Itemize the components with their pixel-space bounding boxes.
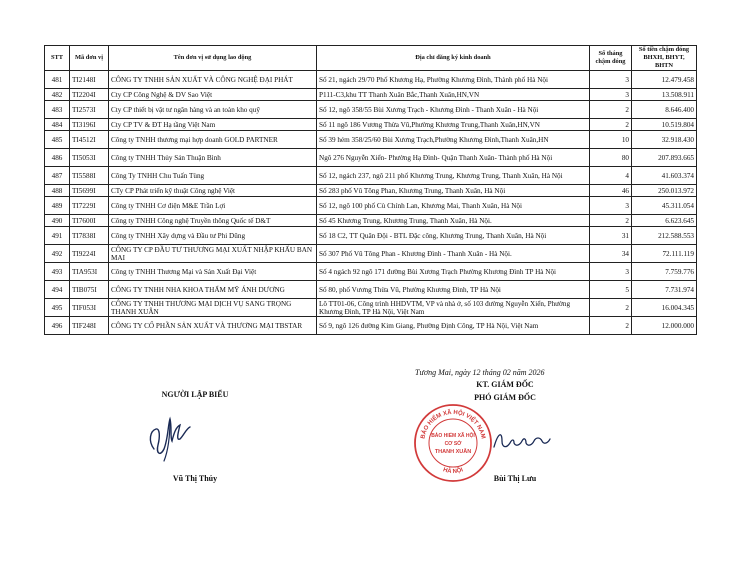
stamp-center-line3: THANH XUÂN bbox=[434, 449, 472, 455]
preparer-name: Vũ Thị Thúy bbox=[172, 474, 218, 483]
director-signature bbox=[490, 425, 552, 455]
cell-name: Cty CP TV & ĐT Hạ tầng Việt Nam bbox=[109, 119, 317, 131]
cell-code: TIF053I bbox=[70, 299, 109, 317]
cell-stt: 491 bbox=[45, 227, 70, 245]
cell-address: Số 45 Khương Trung, Khương Trung, Thanh Xuân, Hà Nội. bbox=[317, 215, 590, 227]
cell-amount: 41.603.374 bbox=[632, 167, 697, 185]
cell-code: TI7838I bbox=[70, 227, 109, 245]
table-row bbox=[45, 167, 697, 185]
cell-months: 2 bbox=[590, 119, 632, 131]
cell-code: TIB075I bbox=[70, 281, 109, 299]
cell-months: 3 bbox=[590, 71, 632, 89]
cell-amount: 6.623.645 bbox=[632, 215, 697, 227]
cell-amount: 16.004.345 bbox=[632, 299, 697, 317]
cell-stt: 492 bbox=[45, 245, 70, 263]
cell-code: TI3196I bbox=[70, 119, 109, 131]
table-row bbox=[45, 197, 697, 215]
cell-stt: 490 bbox=[45, 215, 70, 227]
cell-amount: 212.588.553 bbox=[632, 227, 697, 245]
cell-months: 3 bbox=[590, 89, 632, 101]
cell-name: CTy CP Phát triển kỹ thuật Công nghệ Việt bbox=[109, 185, 317, 197]
cell-code: TI7229I bbox=[70, 197, 109, 215]
cell-code: TI2148I bbox=[70, 71, 109, 89]
preparer-title: NGƯỜI LẬP BIỂU bbox=[161, 390, 229, 399]
cell-name: CÔNG TY TNHH THƯƠNG MẠI DỊCH VỤ SANG TRỌNG THANH XUÂN bbox=[109, 299, 317, 317]
cell-code: TI7600I bbox=[70, 215, 109, 227]
table-row bbox=[45, 119, 697, 131]
cell-stt: 486 bbox=[45, 149, 70, 167]
cell-name: Cty CP Công Nghệ & DV Sao Việt bbox=[109, 89, 317, 101]
cell-amount: 207.893.665 bbox=[632, 149, 697, 167]
header-address: Địa chỉ đăng ký kinh doanh bbox=[317, 46, 590, 71]
cell-code: TI2573I bbox=[70, 101, 109, 119]
cell-amount: 32.918.430 bbox=[632, 131, 697, 149]
cell-amount: 10.519.804 bbox=[632, 119, 697, 131]
cell-months: 46 bbox=[590, 185, 632, 197]
header-months bbox=[590, 46, 632, 71]
cell-address: Số 21, ngách 29/70 Phố Khương Hạ, Phường Khương Đình, Thành phố Hà Nội bbox=[317, 71, 590, 89]
cell-code: TI2204I bbox=[70, 89, 109, 101]
table-row bbox=[45, 131, 697, 149]
header-unit-name: Tên đơn vị sử dụng lao động bbox=[109, 46, 317, 71]
header-unit-code: Mã đơn vị bbox=[70, 46, 109, 71]
cell-name: Công ty TNHH Cơ điện M&E Trần Lợi bbox=[109, 197, 317, 215]
cell-code: TI5053I bbox=[70, 149, 109, 167]
table-row bbox=[45, 263, 697, 281]
cell-address: Số 18 C2, TT Quân Đội - BTL Đặc công, Khương Trung, Thanh Xuân, Hà Nội bbox=[317, 227, 590, 245]
cell-months: 2 bbox=[590, 101, 632, 119]
header-amount bbox=[632, 46, 697, 71]
table-row bbox=[45, 149, 697, 167]
cell-address: Số 307 Phố Vũ Tông Phan - Khương Đình - Thanh Xuân - Hà Nội. bbox=[317, 245, 590, 263]
stamp-center-line2: CƠ SỞ bbox=[444, 441, 462, 447]
table-row bbox=[45, 89, 697, 101]
cell-address: Số 11 ngõ 186 Vương Thừa Vũ,Phường Khương Trung,Thanh Xuân,HN,VN bbox=[317, 119, 590, 131]
cell-stt: 482 bbox=[45, 89, 70, 101]
cell-months: 31 bbox=[590, 227, 632, 245]
cell-amount: 7.731.974 bbox=[632, 281, 697, 299]
header-months-line2: chậm đóng bbox=[595, 58, 626, 65]
cell-months: 10 bbox=[590, 131, 632, 149]
cell-name: Công ty TNHH Xây dựng và Đầu tư Phi Dũng bbox=[109, 227, 317, 245]
cell-stt: 481 bbox=[45, 71, 70, 89]
director-title: KT. GIÁM ĐỐC bbox=[476, 380, 534, 389]
header-amount-line2: BHXH, BHYT, BHTN bbox=[643, 54, 685, 69]
table-row bbox=[45, 281, 697, 299]
signing-date: Tương Mai, ngày 12 tháng 02 năm 2026 bbox=[415, 368, 545, 377]
cell-address: Số 12, ngõ 100 phố Cù Chính Lan, Khương Mai, Thanh Xuân, Hà Nội bbox=[317, 197, 590, 215]
table-row bbox=[45, 215, 697, 227]
director-name: Bùi Thị Lưu bbox=[493, 474, 537, 483]
cell-months: 34 bbox=[590, 245, 632, 263]
cell-name: CÔNG TY CỔ PHẦN SẢN XUẤT VÀ THƯƠNG MẠI TBSTAR bbox=[109, 317, 317, 335]
cell-amount: 13.508.911 bbox=[632, 89, 697, 101]
cell-stt: 488 bbox=[45, 185, 70, 197]
official-stamp bbox=[412, 402, 494, 484]
cell-stt: 487 bbox=[45, 167, 70, 185]
cell-stt: 496 bbox=[45, 317, 70, 335]
cell-months: 2 bbox=[590, 317, 632, 335]
cell-months: 2 bbox=[590, 215, 632, 227]
cell-name: CÔNG TY CP ĐẦU TƯ THƯƠNG MẠI XUẤT NHẬP KHẨU BAN MAI bbox=[109, 245, 317, 263]
table-row bbox=[45, 299, 697, 317]
table-row bbox=[45, 317, 697, 335]
cell-amount: 45.311.054 bbox=[632, 197, 697, 215]
cell-address: P111-C3,khu TT Thanh Xuân Bắc,Thanh Xuân,HN,VN bbox=[317, 89, 590, 101]
cell-code: TIA953I bbox=[70, 263, 109, 281]
cell-amount: 8.646.400 bbox=[632, 101, 697, 119]
cell-code: TI5699I bbox=[70, 185, 109, 197]
cell-code: TI9224I bbox=[70, 245, 109, 263]
header-months-line1: Số tháng bbox=[598, 50, 623, 57]
cell-code: TIF248I bbox=[70, 317, 109, 335]
table-row bbox=[45, 245, 697, 263]
cell-stt: 489 bbox=[45, 197, 70, 215]
cell-stt: 484 bbox=[45, 119, 70, 131]
cell-months: 5 bbox=[590, 281, 632, 299]
cell-code: TI4512I bbox=[70, 131, 109, 149]
cell-name: CÔNG TY TNHH NHA KHOA THẨM MỸ ÁNH DƯƠNG bbox=[109, 281, 317, 299]
cell-name: Công ty TNHH Thương Mại và Sản Xuất Đại Việt bbox=[109, 263, 317, 281]
cell-stt: 483 bbox=[45, 101, 70, 119]
header-stt: STT bbox=[45, 46, 70, 71]
cell-amount: 250.013.972 bbox=[632, 185, 697, 197]
cell-months: 80 bbox=[590, 149, 632, 167]
cell-address: Số 4 ngách 92 ngõ 171 đường Bùi Xương Trạch Phường Khương Đình TP Hà Nội bbox=[317, 263, 590, 281]
cell-name: Công Ty TNHH Chu Tuấn Tùng bbox=[109, 167, 317, 185]
cell-address: Số 9, ngõ 126 đường Kim Giang, Phường Định Công, TP Hà Nội, Việt Nam bbox=[317, 317, 590, 335]
stamp-bottom-text: HÀ NỘI bbox=[442, 467, 465, 476]
cell-months: 2 bbox=[590, 299, 632, 317]
deputy-director-title: PHÓ GIÁM ĐỐC bbox=[474, 393, 536, 402]
table-row bbox=[45, 185, 697, 197]
table-row bbox=[45, 101, 697, 119]
cell-amount: 7.759.776 bbox=[632, 263, 697, 281]
cell-stt: 485 bbox=[45, 131, 70, 149]
cell-address: Số 12, ngách 237, ngõ 211 phố Khương Trung, Khương Trung, Thanh Xuân, Hà Nội bbox=[317, 167, 590, 185]
cell-name: CÔNG TY TNHH SẢN XUẤT VÀ CÔNG NGHỆ ĐẠI PHÁT bbox=[109, 71, 317, 89]
cell-name: Công ty TNHH Thủy Sản Thuận Bình bbox=[109, 149, 317, 167]
cell-address: Số 12, ngõ 358/55 Bùi Xương Trạch - Khương Đình - Thanh Xuân - Hà Nội bbox=[317, 101, 590, 119]
cell-address: Số 39 hẻm 358/25/60 Bùi Xương Trạch,Phường Khương Đình,Thanh Xuân,HN bbox=[317, 131, 590, 149]
cell-name: Công ty TNHH thương mại hợp doanh GOLD PARTNER bbox=[109, 131, 317, 149]
header-amount-line1: Số tiền chậm đóng bbox=[638, 46, 690, 53]
cell-name: Công ty TNHH Công nghệ Truyền thông Quốc tế D&T bbox=[109, 215, 317, 227]
table-row bbox=[45, 227, 697, 245]
cell-address: Lô TT01-06, Công trình HHDVTM, VP và nhà ở, số 103 đường Nguyễn Xiển, Phường Khương Đình, TP Hà Nội, Việt Nam bbox=[317, 299, 590, 317]
table-row bbox=[45, 71, 697, 89]
cell-amount: 12.479.458 bbox=[632, 71, 697, 89]
cell-months: 3 bbox=[590, 197, 632, 215]
cell-address: Số 283 phố Vũ Tông Phan, Khương Trung, Thanh Xuân, Hà Nội bbox=[317, 185, 590, 197]
cell-months: 3 bbox=[590, 263, 632, 281]
cell-code: TI5588I bbox=[70, 167, 109, 185]
cell-name: Cty CP thiết bị vật tư ngân hàng và an toàn kho quỹ bbox=[109, 101, 317, 119]
cell-months: 4 bbox=[590, 167, 632, 185]
debt-table bbox=[44, 45, 697, 335]
cell-amount: 72.111.119 bbox=[632, 245, 697, 263]
stamp-top-text: BẢO HIỂM XÃ HỘI VIỆT NAM bbox=[420, 409, 486, 440]
cell-amount: 12.000.000 bbox=[632, 317, 697, 335]
cell-address: Ngõ 276 Nguyễn Xiển- Phường Hạ Đình- Quận Thanh Xuân- Thành phố Hà Nội bbox=[317, 149, 590, 167]
cell-stt: 495 bbox=[45, 299, 70, 317]
stamp-center-line1: BẢO HIỂM XÃ HỘI bbox=[431, 433, 475, 439]
preparer-signature bbox=[146, 405, 196, 463]
cell-address: Số 80, phố Vương Thừa Vũ, Phường Khương Đình, TP Hà Nội bbox=[317, 281, 590, 299]
cell-stt: 494 bbox=[45, 281, 70, 299]
table-header-row bbox=[45, 46, 697, 71]
cell-stt: 493 bbox=[45, 263, 70, 281]
